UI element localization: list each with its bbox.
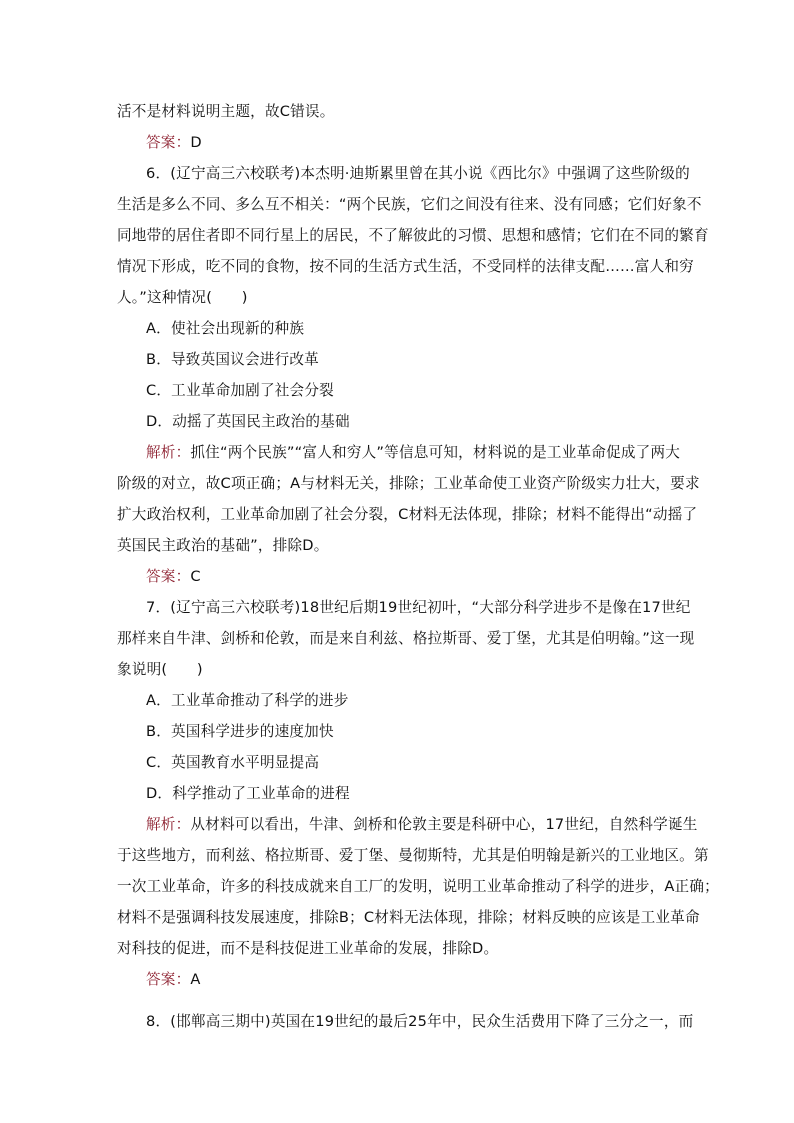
option-c: C．英国教育水平明显提高 (146, 754, 320, 771)
option-a: A．工业革命推动了科学的进步 (146, 692, 349, 709)
text-line: 象说明( ) (117, 661, 203, 678)
answer-label: 答案： (146, 568, 191, 585)
text-line: 于这些地方，而利兹、格拉斯哥、爱丁堡、曼彻斯特，尤其是伯明翰是新兴的工业地区。第 (117, 847, 709, 864)
question-8-stem: 8．(邯郸高三期中)英国在19世纪的最后25年中，民众生活费用下降了三分之一，而 (146, 1013, 694, 1030)
text-line: 一次工业革命，许多的科技成就来自工厂的发明，说明工业革命推动了科学的进步，A正确； (117, 878, 719, 895)
text-line: 同地带的居住者即不同行星上的居民，不了解彼此的习惯、思想和感情；它们在不同的繁育 (117, 227, 709, 244)
analysis-label: 解析： (146, 444, 191, 461)
text-line: 情况下形成，吃不同的食物，按不同的生活方式生活，不受同样的法律支配……富人和穷 (117, 258, 694, 275)
text-line: 阶级的对立，故C项正确；A与材料无关，排除；工业革命使工业资产阶级实力壮大，要求 (117, 475, 700, 492)
answer-line (146, 133, 676, 153)
answer-value: C (190, 568, 201, 585)
option-c: C．工业革命加剧了社会分裂 (146, 382, 334, 399)
analysis-label: 解析： (146, 816, 191, 833)
option-d: D．科学推动了工业革命的进程 (146, 785, 350, 802)
answer-label: 答案： (146, 971, 191, 988)
analysis-text: 抓住“两个民族”“富人和穷人”等信息可知，材料说的是工业革命促成了两大 (190, 444, 681, 461)
text-line: 对科技的促进，而不是科技促进工业革命的发展，排除D。 (117, 940, 499, 957)
text-line: 材料不是强调科技发展速度，排除B；C材料无法体现，排除；材料反映的应该是工业革命 (117, 909, 700, 926)
option-a: A．使社会出现新的种族 (146, 320, 305, 337)
text-line: 生活是多么不同、多么互不相关：“两个民族，它们之间没有往来、没有同感；它们好象不 (117, 196, 702, 213)
option-b: B．导致英国议会进行改革 (146, 351, 319, 368)
question-7-stem: 7．(辽宁高三六校联考)18世纪后期19世纪初叶，“大部分科学进步不是像在17世纪 (146, 599, 691, 616)
question-6-stem: 6．(辽宁高三六校联考)本杰明·迪斯累里曾在其小说《西比尔》中强调了这些阶级的 (146, 165, 690, 182)
text-line: 人。”这种情况( ) (117, 289, 248, 306)
text-line: 活不是材料说明主题，故C错误。 (117, 103, 335, 120)
answer-label: 答案： (146, 134, 191, 151)
text-line: 英国民主政治的基础”，排除D。 (117, 537, 329, 554)
text-line: 扩大政治权利，工业革命加剧了社会分裂，C材料无法体现，排除；材料不能得出“动摇了 (117, 506, 698, 523)
answer-value: A (190, 971, 201, 988)
option-d: D．动摇了英国民主政治的基础 (146, 413, 350, 430)
analysis-line (146, 815, 698, 835)
text-line: 那样来自牛津、剑桥和伦敦，而是来自利兹、格拉斯哥、爱丁堡，尤其是伯明翰。”这一现 (117, 630, 695, 647)
analysis-line (146, 443, 681, 463)
answer-line (146, 970, 676, 990)
answer-value: D (190, 134, 202, 151)
option-b: B．英国科学进步的速度加快 (146, 723, 334, 740)
answer-line (146, 567, 676, 587)
analysis-text: 从材料可以看出，牛津、剑桥和伦敦主要是科研中心，17世纪，自然科学诞生 (190, 816, 698, 833)
